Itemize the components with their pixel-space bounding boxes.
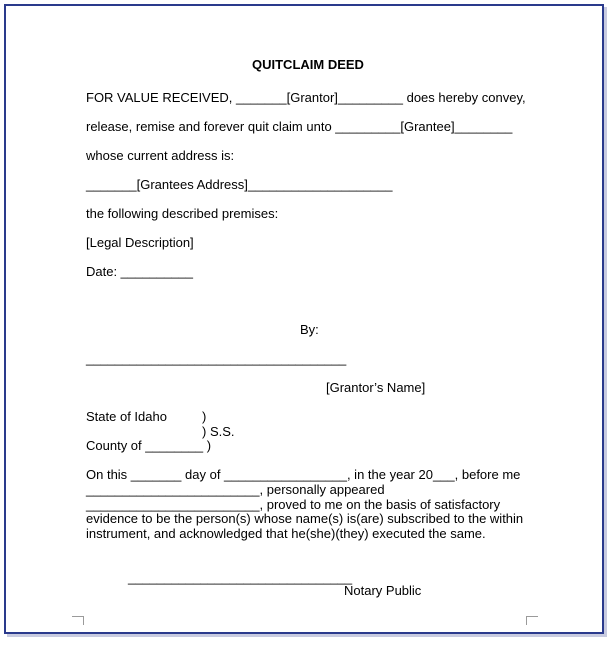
address-label: whose current address is: (86, 148, 235, 163)
notary-public-label: Notary Public (344, 583, 422, 598)
quitclaim-line: release, remise and forever quit claim unto _________[Grantee]________ (86, 119, 513, 134)
county-label: County of ________ ) (86, 438, 212, 453)
date-line: Date: __________ (86, 264, 193, 279)
margin-corner-mark-left (72, 616, 84, 625)
acknowledgment-line-4: evidence to be the person(s) whose name(s) is(are) subscribed to the within (86, 511, 524, 526)
ss-label: ) S.S. (202, 424, 235, 439)
by-label: By: (300, 322, 319, 337)
signature-line: ____________________________________ (86, 351, 347, 366)
acknowledgment-line-3: ________________________, proved to me on the basis of satisfactory (86, 497, 501, 512)
margin-corner-mark-right (526, 616, 538, 625)
state-paren: ) (202, 409, 207, 424)
grantor-name-label: [Grantor’s Name] (326, 380, 426, 395)
premises-label: the following described premises: (86, 206, 279, 221)
grantee-address-line: _______[Grantees Address]____________________ (86, 177, 393, 192)
acknowledgment-line-5: instrument, and acknowledged that he(she)(they) executed the same. (86, 526, 486, 541)
consideration-line: FOR VALUE RECEIVED, _______[Grantor]_________ does hereby convey, (86, 90, 526, 105)
acknowledgment-line-1: On this _______ day of _________________, in the year 20___, before me (86, 467, 521, 482)
document-page (4, 4, 604, 634)
state-label: State of Idaho (86, 409, 167, 424)
legal-description: [Legal Description] (86, 235, 194, 250)
acknowledgment-line-2: ________________________, personally appeared (86, 482, 385, 497)
notary-signature-line: _______________________________ (128, 570, 353, 585)
document-title: QUITCLAIM DEED (252, 57, 364, 72)
